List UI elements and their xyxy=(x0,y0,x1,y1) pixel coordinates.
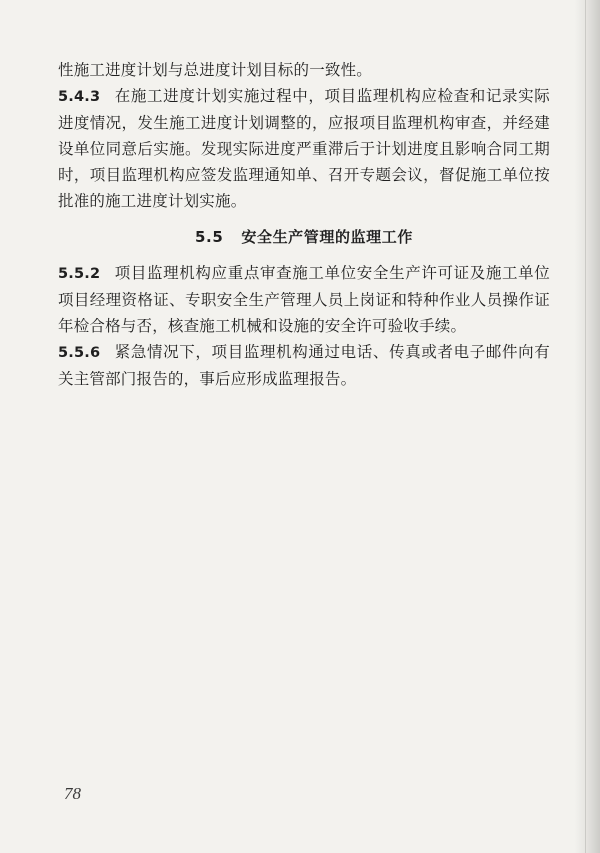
continuation-paragraph xyxy=(58,57,550,83)
clause-5-5-2 xyxy=(58,260,550,339)
continuation-text: 性施工进度计划与总进度计划目标的一致性。 xyxy=(58,61,373,79)
page-gutter-shadow xyxy=(574,0,600,853)
clause-number: 5.5.2 xyxy=(58,266,101,282)
clause-5-4-3 xyxy=(58,83,550,214)
body-text xyxy=(58,57,550,392)
clause-number: 5.5.6 xyxy=(58,345,101,361)
clause-text: 紧急情况下，项目监理机构通过电话、传真或者电子邮件向有关主管部门报告的，事后应形成监理报告。 xyxy=(58,343,550,388)
section-number: 5.5 xyxy=(195,228,224,246)
page-gutter-line xyxy=(585,0,586,853)
clause-text: 在施工进度计划实施过程中，项目监理机构应检查和记录实际进度情况，发生施工进度计划调整的，应报项目监理机构审查，并经建设单位同意后实施。发现实际进度严重滞后于计划进度且影响合同工期时，项目监理机构应签发监理通知单、召开专题会议，督促施工单位按批准的施工进度计划实施。 xyxy=(58,87,550,210)
section-title: 安全生产管理的监理工作 xyxy=(241,228,413,246)
page-number: 78 xyxy=(64,784,81,803)
clause-text: 项目监理机构应重点审查施工单位安全生产许可证及施工单位项目经理资格证、专职安全生产管理人员上岗证和特种作业人员操作证年检合格与否，核查施工机械和设施的安全许可验收手续。 xyxy=(58,264,550,335)
clause-number: 5.4.3 xyxy=(58,89,101,105)
section-heading xyxy=(58,224,550,250)
clause-5-5-6 xyxy=(58,339,550,392)
